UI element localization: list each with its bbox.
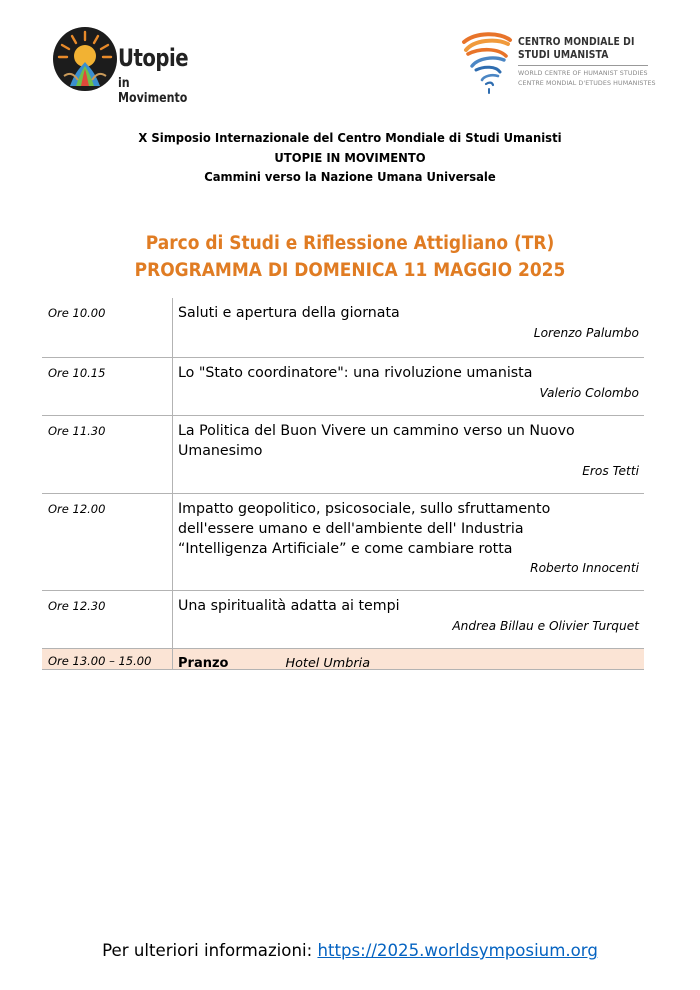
utopie-logo bbox=[52, 26, 212, 106]
lunch-row bbox=[42, 649, 644, 670]
program-table bbox=[42, 298, 644, 670]
symposium-theme: UTOPIE IN MOVIMENTO bbox=[274, 149, 426, 165]
program-title-line: Impatto geopolitico, psicosociale, sullo sfruttamento bbox=[178, 501, 551, 517]
lunch-place: Hotel Umbria bbox=[285, 656, 371, 671]
program-time: Ore 10.15 bbox=[48, 366, 106, 380]
program-cell bbox=[172, 358, 644, 416]
symposium-title: X Simposio Internazionale del Centro Mondiale di Studi Umanisti bbox=[138, 130, 562, 145]
centro-title-line2: STUDI UMANISTA bbox=[518, 49, 609, 61]
program-cell bbox=[172, 416, 644, 494]
program-cell bbox=[172, 298, 644, 358]
centro-sub-line2: CENTRE MONDIAL D'ETUDES HUMANISTES bbox=[518, 80, 656, 87]
program-cell bbox=[172, 494, 644, 591]
spiral-emblem-icon bbox=[456, 30, 516, 96]
program-row bbox=[42, 416, 644, 494]
lunch-time: Ore 13.00 – 15.00 bbox=[48, 654, 152, 668]
program-speaker: Andrea Billau e Olivier Turquet bbox=[452, 618, 639, 633]
venue-location: Parco di Studi e Riflessione Attigliano (TR) bbox=[145, 233, 555, 254]
program-title-line: dell'essere umano e dell'ambiente dell' Industria bbox=[178, 520, 524, 537]
lunch-label: Pranzo bbox=[178, 656, 229, 671]
program-title-line: “Intelligenza Artificiale” e come cambiare rotta bbox=[178, 540, 513, 557]
program-time: Ore 12.30 bbox=[48, 599, 106, 613]
centro-title-line1: CENTRO MONDIALE DI bbox=[518, 36, 635, 48]
program-date-title: PROGRAMMA DI DOMENICA 11 MAGGIO 2025 bbox=[134, 260, 566, 281]
venue-heading bbox=[0, 230, 700, 284]
program-title: Lo "Stato coordinatore": una rivoluzione umanista bbox=[178, 365, 533, 381]
program-time: Ore 10.00 bbox=[48, 306, 106, 320]
program-row bbox=[42, 494, 644, 591]
centro-sub-line1: WORLD CENTRE OF HUMANIST STUDIES bbox=[518, 70, 648, 77]
program-time: Ore 11.30 bbox=[48, 424, 106, 438]
centro-mondiale-logo bbox=[456, 30, 656, 96]
footer-info bbox=[0, 941, 700, 960]
footer-text: Per ulteriori informazioni: bbox=[102, 941, 313, 960]
program-row bbox=[42, 298, 644, 358]
symposium-website-link[interactable]: https://2025.worldsymposium.org bbox=[317, 941, 598, 960]
program-title-line: Umanesimo bbox=[178, 442, 263, 459]
program-row bbox=[42, 358, 644, 416]
program-row bbox=[42, 591, 644, 649]
symposium-subtitle: Cammini verso la Nazione Umana Universale bbox=[204, 169, 496, 184]
program-speaker: Roberto Innocenti bbox=[530, 561, 639, 576]
program-title: Una spiritualità adatta ai tempi bbox=[178, 598, 400, 614]
utopie-brand-subtext: in Movimento bbox=[118, 76, 188, 106]
program-title-line: La Politica del Buon Vivere un cammino verso un Nuovo bbox=[178, 423, 575, 439]
program-speaker: Eros Tetti bbox=[582, 463, 639, 478]
utopie-brand-text: Utopie bbox=[118, 44, 189, 72]
lunch-cell bbox=[172, 649, 644, 670]
program-speaker: Valerio Colombo bbox=[539, 385, 639, 400]
centro-divider bbox=[518, 65, 648, 66]
program-time: Ore 12.00 bbox=[48, 502, 106, 516]
utopie-emblem-icon bbox=[52, 26, 118, 92]
program-speaker: Lorenzo Palumbo bbox=[533, 325, 639, 340]
program-title: Saluti e apertura della giornata bbox=[178, 305, 400, 321]
program-cell bbox=[172, 591, 644, 649]
symposium-heading bbox=[0, 128, 700, 187]
